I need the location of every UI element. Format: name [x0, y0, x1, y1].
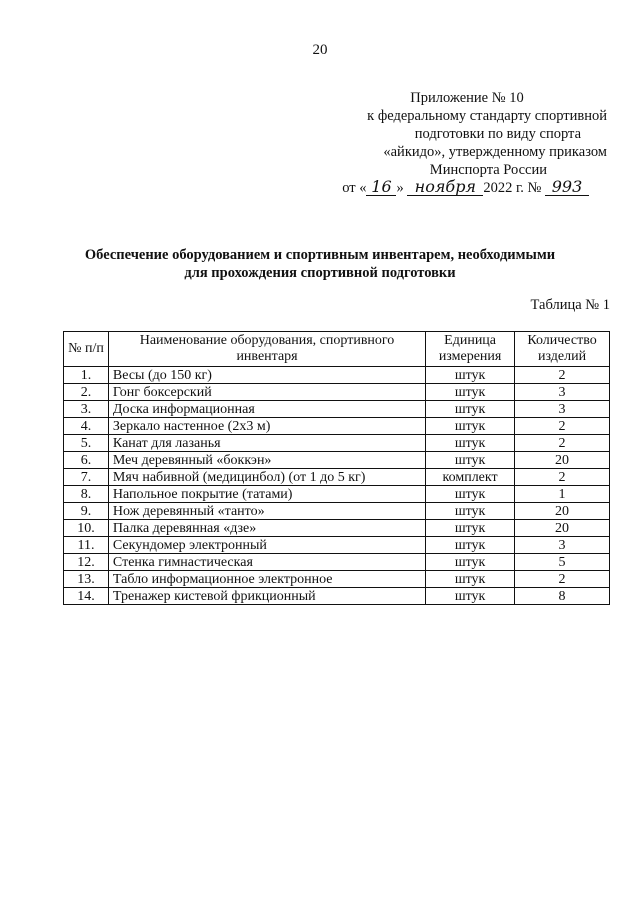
table-row [64, 503, 610, 520]
row-name: Доска информационная [108, 401, 425, 418]
row-qty: 20 [515, 503, 610, 520]
row-name: Мяч набивной (медицинбол) (от 1 до 5 кг) [108, 469, 425, 486]
table-row [64, 435, 610, 452]
page-number: 20 [312, 42, 328, 58]
row-num: 12. [64, 554, 109, 571]
appendix-line-4: «айкидо», утвержденному приказом [383, 144, 607, 160]
row-num: 6. [64, 452, 109, 469]
row-num: 1. [64, 367, 109, 384]
row-name: Меч деревянный «боккэн» [108, 452, 425, 469]
date-month-handwritten: ноября [407, 179, 483, 196]
row-unit: штук [426, 418, 515, 435]
appendix-line-3: подготовки по виду спорта [414, 126, 581, 142]
row-unit: штук [426, 520, 515, 537]
row-unit: штук [426, 384, 515, 401]
row-qty: 2 [515, 367, 610, 384]
appendix-line-1: Приложение № 10 [410, 90, 524, 106]
table-row [64, 486, 610, 503]
document-title [20, 246, 620, 282]
row-name: Весы (до 150 кг) [108, 367, 425, 384]
order-date-line [287, 179, 607, 197]
row-qty: 2 [515, 571, 610, 588]
row-unit: штук [426, 554, 515, 571]
row-unit: штук [426, 401, 515, 418]
row-unit: штук [426, 537, 515, 554]
row-name: Тренажер кистевой фрикционный [108, 588, 425, 605]
row-num: 3. [64, 401, 109, 418]
row-name: Секундомер электронный [108, 537, 425, 554]
appendix-line-2: к федеральному стандарту спортивной [367, 108, 607, 124]
row-num: 8. [64, 486, 109, 503]
row-qty: 2 [515, 469, 610, 486]
row-num: 11. [64, 537, 109, 554]
row-name: Напольное покрытие (татами) [108, 486, 425, 503]
row-name: Нож деревянный «танто» [108, 503, 425, 520]
date-prefix: от « [342, 180, 367, 196]
row-qty: 3 [515, 537, 610, 554]
row-qty: 20 [515, 520, 610, 537]
table-row [64, 401, 610, 418]
row-unit: штук [426, 503, 515, 520]
row-num: 5. [64, 435, 109, 452]
table-caption: Таблица № 1 [530, 297, 610, 313]
row-name: Канат для лазанья [108, 435, 425, 452]
row-unit: штук [426, 435, 515, 452]
title-line-1: Обеспечение оборудованием и спортивным инвентарем, необходимыми [84, 247, 556, 263]
date-year: 2022 г. № [483, 180, 542, 196]
row-unit: штук [426, 571, 515, 588]
order-number-handwritten: 993 [545, 179, 589, 196]
table-row [64, 469, 610, 486]
row-num: 4. [64, 418, 109, 435]
row-name: Гонг боксерский [108, 384, 425, 401]
row-qty: 3 [515, 384, 610, 401]
row-unit: комплект [426, 469, 515, 486]
row-qty: 2 [515, 418, 610, 435]
title-line-2: для прохождения спортивной подготовки [184, 265, 456, 281]
table-row [64, 520, 610, 537]
row-name: Палка деревянная «дзе» [108, 520, 425, 537]
appendix-header [287, 89, 607, 197]
header-name: Наименование оборудования, спортивного инвентаря [108, 332, 425, 367]
table-header-row [64, 332, 610, 367]
row-num: 7. [64, 469, 109, 486]
row-unit: штук [426, 486, 515, 503]
row-unit: штук [426, 588, 515, 605]
table-row [64, 571, 610, 588]
row-unit: штук [426, 367, 515, 384]
table-row [64, 588, 610, 605]
row-unit: штук [426, 452, 515, 469]
row-qty: 3 [515, 401, 610, 418]
row-qty: 1 [515, 486, 610, 503]
row-name: Табло информационное электронное [108, 571, 425, 588]
row-qty: 5 [515, 554, 610, 571]
date-day-handwritten: 16 [366, 179, 396, 196]
row-qty: 2 [515, 435, 610, 452]
row-qty: 20 [515, 452, 610, 469]
header-qty: Количество изделий [515, 332, 610, 367]
table-row [64, 418, 610, 435]
row-name: Зеркало настенное (2x3 м) [108, 418, 425, 435]
row-num: 10. [64, 520, 109, 537]
header-unit: Единица измерения [426, 332, 515, 367]
appendix-line-5: Минспорта России [429, 162, 547, 178]
header-num: № п/п [64, 332, 109, 367]
row-num: 14. [64, 588, 109, 605]
row-num: 13. [64, 571, 109, 588]
row-num: 2. [64, 384, 109, 401]
date-mid: » [396, 180, 404, 196]
table-row [64, 384, 610, 401]
equipment-table [63, 331, 610, 605]
row-name: Стенка гимнастическая [108, 554, 425, 571]
table-row [64, 367, 610, 384]
table-row [64, 537, 610, 554]
table-row [64, 554, 610, 571]
table-row [64, 452, 610, 469]
row-qty: 8 [515, 588, 610, 605]
row-num: 9. [64, 503, 109, 520]
